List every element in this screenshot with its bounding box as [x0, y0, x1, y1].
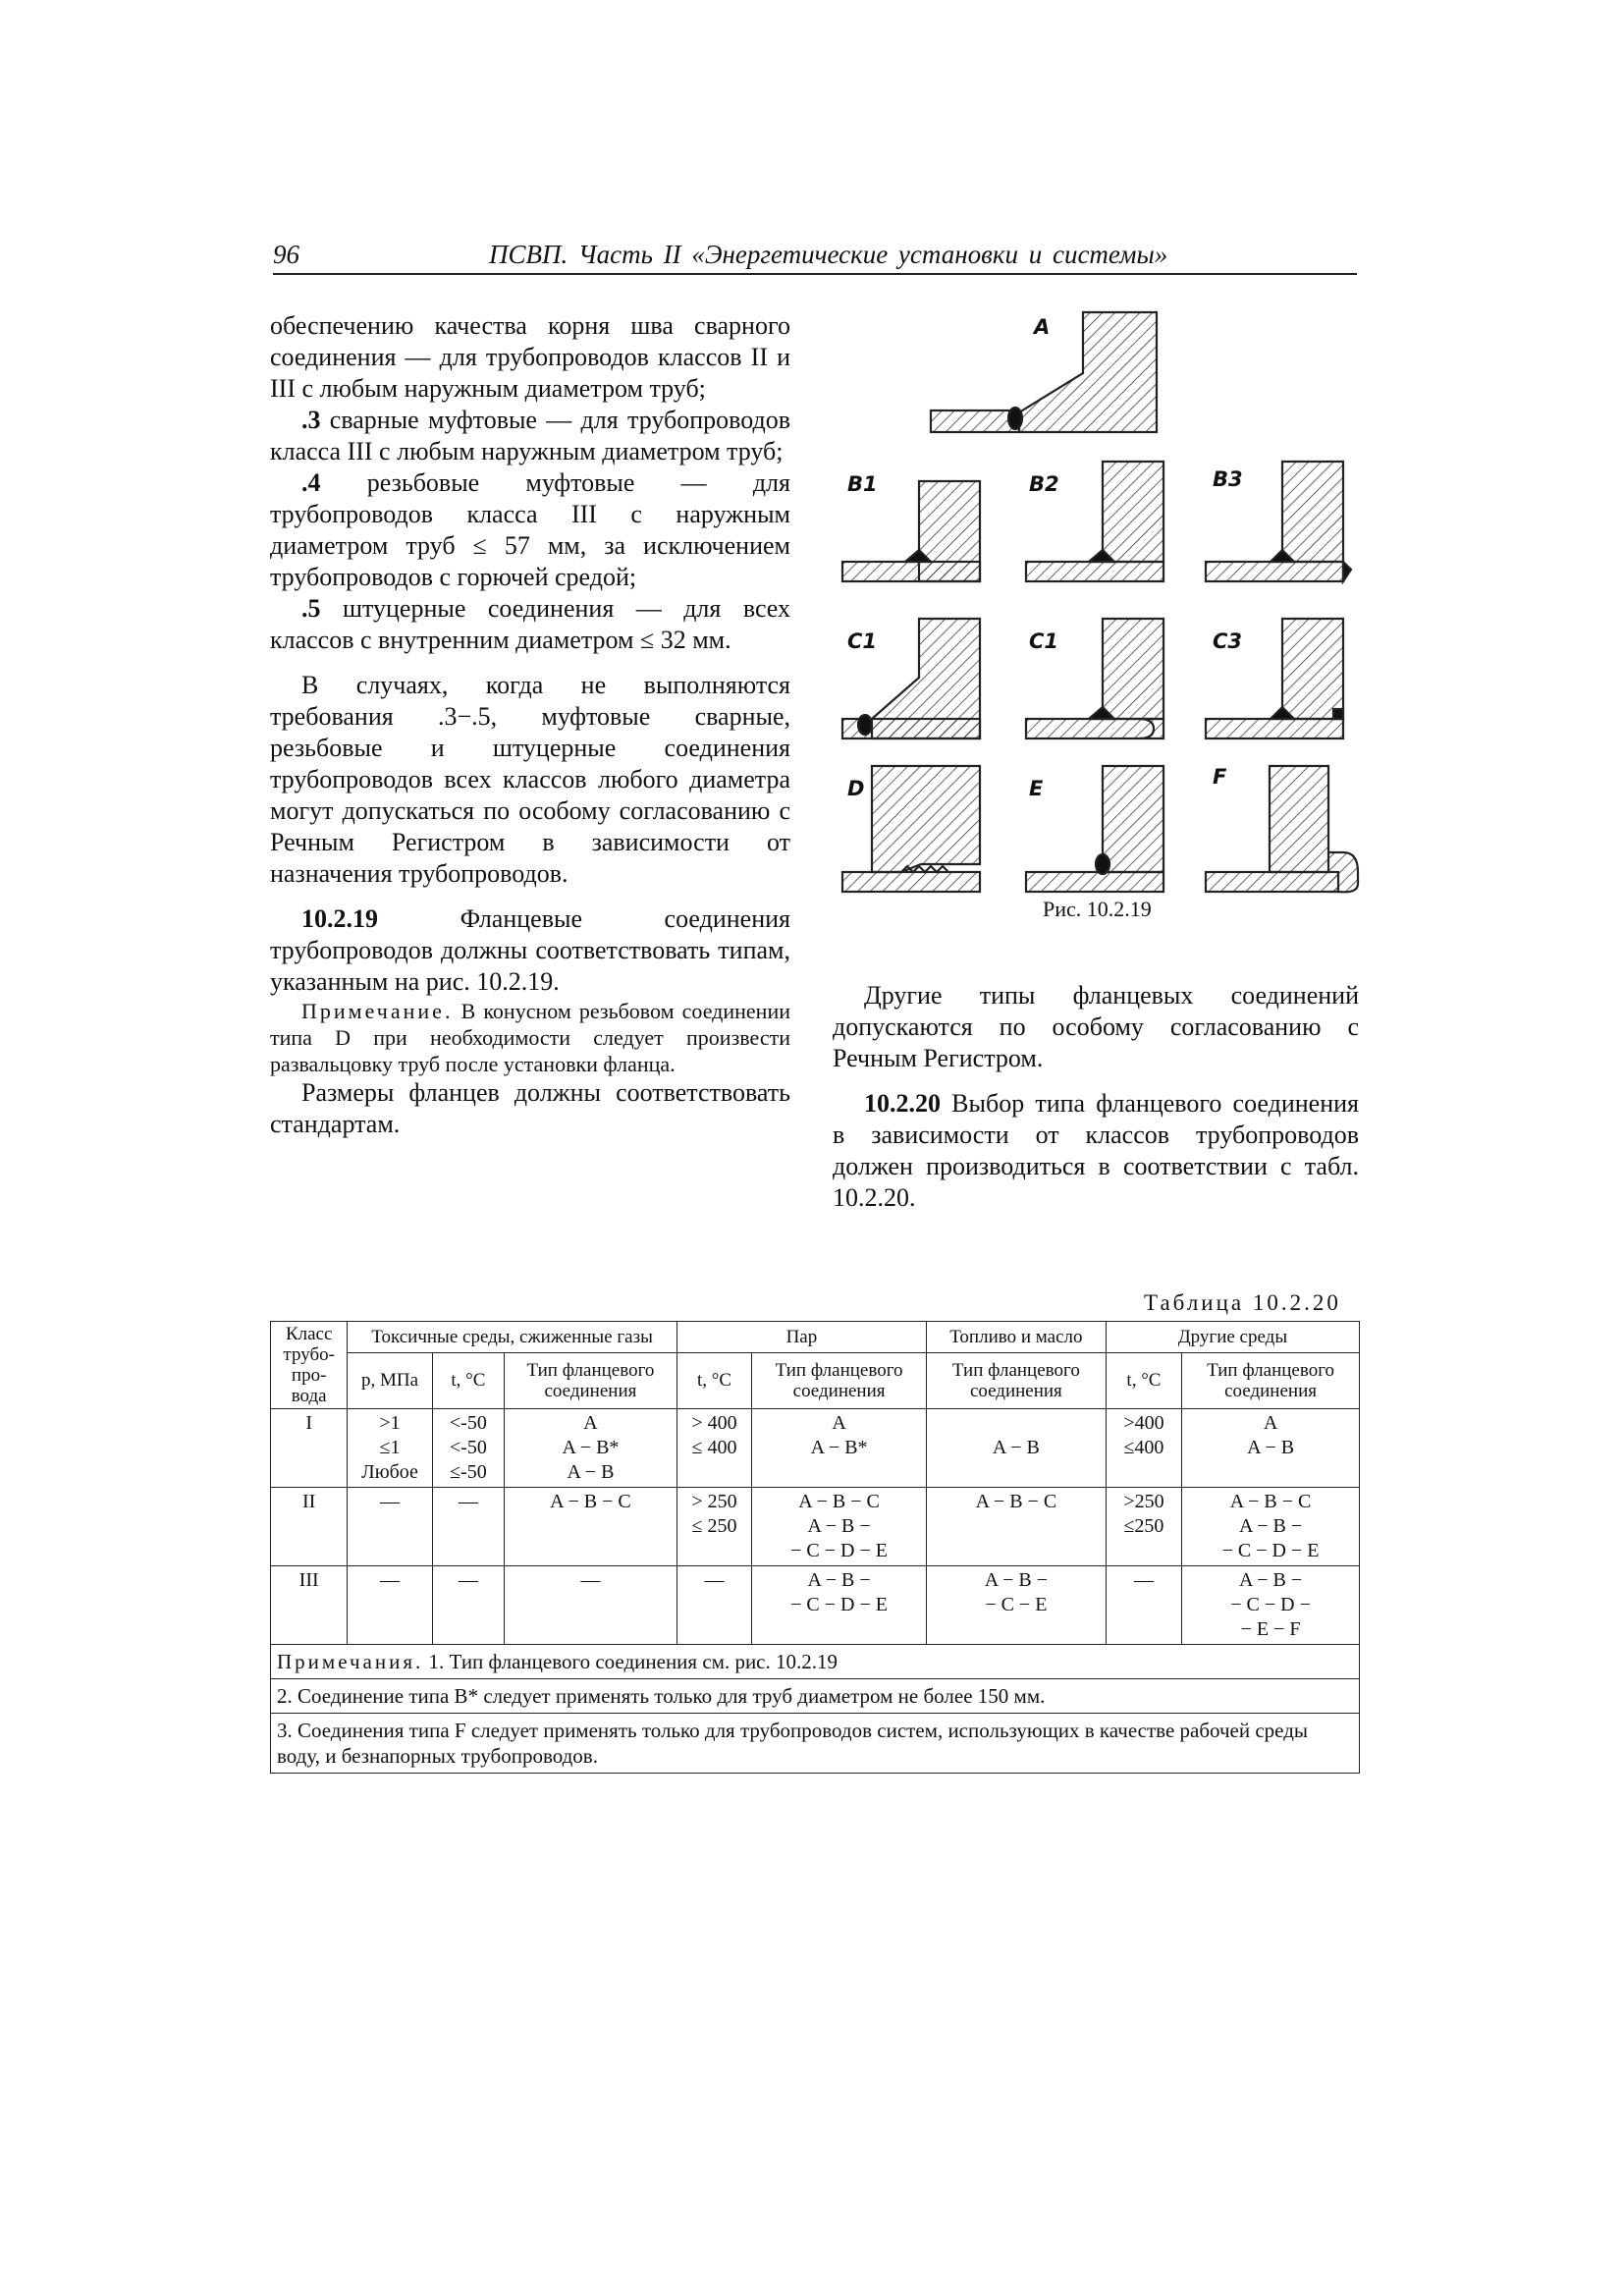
figure-caption: Рис. 10.2.19	[1043, 897, 1152, 921]
header-pressure: p, МПа	[348, 1352, 432, 1408]
page-number: 96	[273, 240, 299, 269]
label-a: A	[1034, 315, 1051, 339]
label-d: D	[847, 777, 865, 800]
paragraph: 10.2.19 Фланцевые соединения трубопроводов должны соответствовать типам, указанным на рис. 10.2.19.	[270, 904, 790, 996]
paragraph: 10.2.20 Выбор типа фланцевого соединения в зависимости от классов трубопроводов должен производиться в соответствии с табл. 10.2.20.	[833, 1089, 1359, 1212]
running-title: ПСВП. Часть II «Энергетические установки и системы»	[489, 240, 1168, 269]
cell: A A − B*	[752, 1409, 927, 1488]
label-f: F	[1213, 765, 1227, 789]
header-toxic: Токсичные среды, сжиженные газы	[348, 1322, 676, 1353]
cell: —	[432, 1488, 504, 1566]
header-temp: t, °C	[1106, 1352, 1181, 1408]
label-e: E	[1029, 777, 1044, 800]
cell: A A − B	[1182, 1409, 1360, 1488]
table-note: Примечания. 1. Тип фланцевого соединения см. рис. 10.2.19	[271, 1645, 1360, 1679]
header-temp: t, °C	[432, 1352, 504, 1408]
cell: A − B − C A − B − − C − D − E	[752, 1488, 927, 1566]
cell: —	[676, 1566, 751, 1645]
cell: —	[348, 1488, 432, 1566]
page-header	[273, 240, 1357, 275]
label-b1: B1	[847, 472, 878, 496]
cell: —	[1106, 1566, 1181, 1645]
cell: > 250 ≤ 250	[676, 1488, 751, 1566]
cell: —	[505, 1566, 677, 1645]
header-fuel: Топливо и масло	[926, 1322, 1106, 1353]
table-row	[271, 1488, 1360, 1566]
paragraph: .5 штуцерные соединения — для всех классов с внутренним диаметром ≤ 32 мм.	[270, 594, 790, 654]
table-caption: Таблица 10.2.20	[1144, 1290, 1341, 1315]
paragraph: Другие типы фланцевых соединений допускаются по особому согласованию с Речным Регистром.	[833, 981, 1359, 1072]
table-notes-row	[271, 1645, 1360, 1679]
cell: A − B − − C − D − − E − F	[1182, 1566, 1360, 1645]
label-c1-second: C1	[1029, 629, 1059, 653]
cell: >400 ≤400	[1106, 1409, 1181, 1488]
header-temp: t, °C	[676, 1352, 751, 1408]
cell: —	[348, 1566, 432, 1645]
label-b2: B2	[1029, 472, 1059, 496]
table-header-row	[271, 1322, 1360, 1353]
cell: A − B − − C − D − E	[752, 1566, 927, 1645]
cell: <-50 <-50 ≤-50	[432, 1409, 504, 1488]
header-type: Тип фланцевого соединения	[1182, 1352, 1360, 1408]
cell: >250 ≤250	[1106, 1488, 1181, 1566]
table-note: 2. Соединение типа B* следует применять только для труб диаметром не более 150 мм.	[271, 1679, 1360, 1714]
flange-type-f	[1206, 766, 1358, 892]
table-notes-row	[271, 1714, 1360, 1774]
flange-selection-table	[270, 1321, 1360, 1774]
paragraph: .4 резьбовые муфтовые — для трубопроводов класса III с наружным диаметром труб ≤ 57 мм, за исключением трубопроводов с горючей средой;	[270, 468, 790, 591]
cell: A − B − − C − E	[926, 1566, 1106, 1645]
note: Примечание. В конусном резьбовом соединении типа D при необходимости следует произвести развальцовку труб после установки фланца.	[270, 999, 790, 1076]
table-notes-row	[271, 1679, 1360, 1714]
cell: > 400 ≤ 400	[676, 1409, 751, 1488]
header-type: Тип фланцевого соединения	[926, 1352, 1106, 1408]
left-column	[270, 310, 790, 1140]
paragraph: .3 сварные муфтовые — для трубопроводов класса III с любым наружным диаметром труб;	[270, 406, 790, 465]
cell: A − B	[926, 1409, 1106, 1488]
cell: A − B − C A − B − − C − D − E	[1182, 1488, 1360, 1566]
cell: —	[432, 1566, 504, 1645]
paragraph: В случаях, когда не выполняются требования .3−.5, муфтовые сварные, резьбовые и штуцерные соединения трубопроводов всех классов любого диаметра могут допускаться по особому согласованию с Речным Регистром в зависимости от назначения трубопроводов.	[270, 671, 790, 888]
header-type: Тип фланцевого соединения	[505, 1352, 677, 1408]
flange-type-e	[1026, 766, 1163, 892]
cell: A A − B* A − B	[505, 1409, 677, 1488]
header-class: Класс трубо-про-вода	[271, 1322, 348, 1409]
figure-flange-types	[833, 295, 1363, 933]
right-column	[833, 980, 1359, 1214]
table-row	[271, 1409, 1360, 1488]
table-note: 3. Соединения типа F следует применять только для трубопроводов систем, использующих в качестве рабочей среды воду, и безнапорных трубопроводов.	[271, 1714, 1360, 1774]
cell: A − B − C	[926, 1488, 1106, 1566]
flange-diagram	[833, 295, 1363, 923]
label-c3: C3	[1213, 629, 1243, 653]
cell: I	[271, 1409, 348, 1488]
header-other: Другие среды	[1106, 1322, 1359, 1353]
label-c1: C1	[847, 629, 878, 653]
cell: III	[271, 1566, 348, 1645]
flange-type-b1	[842, 481, 980, 581]
table-row	[271, 1566, 1360, 1645]
cell: >1 ≤1 Любое	[348, 1409, 432, 1488]
paragraph: Размеры фланцев должны соответствовать стандартам.	[270, 1078, 790, 1138]
cell: II	[271, 1488, 348, 1566]
label-b3: B3	[1213, 467, 1243, 491]
paragraph: обеспечению качества корня шва сварного соединения — для трубопроводов классов II и III с любым наружным диаметром труб;	[270, 311, 790, 403]
header-type: Тип фланцевого соединения	[752, 1352, 927, 1408]
table-subheader-row	[271, 1352, 1360, 1408]
header-steam: Пар	[676, 1322, 926, 1353]
cell: A − B − C	[505, 1488, 677, 1566]
